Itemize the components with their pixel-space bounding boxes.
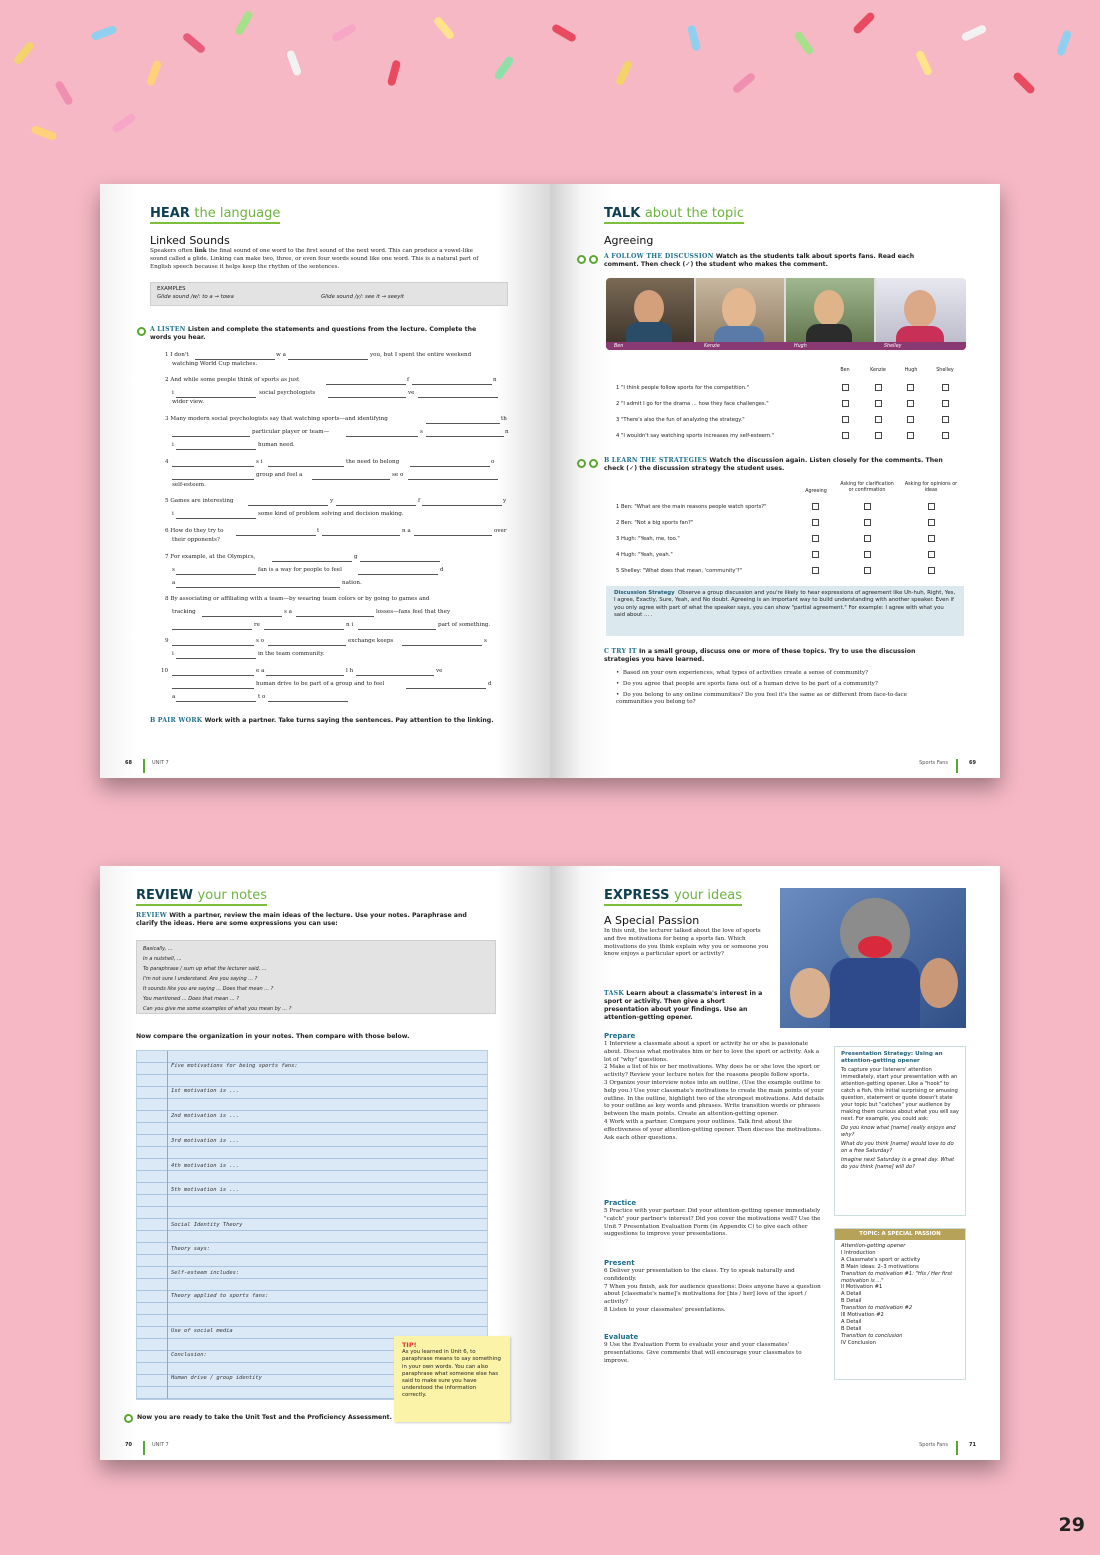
item-fragment: the need to belong (346, 459, 400, 465)
column-header: Asking for clarification or confirmation (840, 482, 894, 493)
checkbox[interactable] (942, 384, 949, 391)
checkbox[interactable] (842, 416, 849, 423)
present-heading: Present (604, 1259, 635, 1267)
expression: You mentioned ... Does that mean ... ? (143, 996, 239, 1002)
item-fragment: fan is a way for people to feel (258, 567, 342, 573)
checkbox[interactable] (907, 416, 914, 423)
section-subtitle: A Special Passion (604, 914, 700, 927)
note-line: 4th motivation is ... (171, 1163, 240, 1169)
checkbox[interactable] (875, 416, 882, 423)
audio-icon[interactable] (589, 255, 598, 264)
item-fragment: s a (284, 609, 292, 615)
item-fragment: s i (256, 459, 263, 465)
item-fragment: n (505, 429, 509, 435)
item-fragment: losses—fans feel that they (376, 609, 451, 615)
mascot-photo (780, 888, 966, 1028)
examples-box: EXAMPLES Glide sound /w/: to a → towa Glide sound /y/: see it → seeyit (150, 282, 508, 306)
item-fragment: t o (258, 694, 266, 700)
prepare-heading: Prepare (604, 1032, 636, 1040)
column-header: Agreeing (805, 489, 827, 494)
note-line: Theory applied to sports fans: (171, 1293, 269, 1299)
checkbox[interactable] (928, 567, 935, 574)
page-68 (100, 184, 550, 778)
item-fragment: human drive to be part of a group and to feel (256, 681, 385, 687)
compare-instructions: Now compare the organization in your notes. Then compare with those below. (136, 1033, 410, 1040)
item-fragment: d (440, 567, 444, 573)
checkbox[interactable] (928, 535, 935, 542)
exercise-a: A FOLLOW THE DISCUSSION Watch as the students talk about sports fans. Read each comment. Then check (✓) the student who makes the comment. (604, 253, 915, 268)
expression: Basically, ... (143, 946, 173, 952)
item-fragment: w a (276, 352, 286, 358)
item-fragment: watching World Cup matches. (172, 361, 258, 367)
tip-note: TIP! As you learned in Unit 6, to paraphrase means to say something in your own words. You can also paraphrase what someone else has said to make sure you have understood the information correctly. (394, 1336, 510, 1422)
checkbox[interactable] (842, 432, 849, 439)
item-fragment: exchange keeps (348, 638, 394, 644)
list-item: • Based on your own experiences, what types of activities create a sense of community? (616, 670, 869, 676)
list-item: 3 Organize your interview notes into an outline. (Use the example outline to help you.) Use your classmate's motivations to create the main points of your outline. In the outline, highlight two of the strongest motivations. Add details to your outline as key words and phrases. Write transition words or phrases between the main points. Create an attention-getting opener. (604, 1079, 824, 1118)
evaluate-heading: Evaluate (604, 1333, 639, 1341)
item-fragment: i (172, 390, 174, 396)
item-fragment: a (172, 580, 176, 586)
item-fragment: i (172, 442, 174, 448)
note-line: Self-esteem includes: (171, 1270, 240, 1276)
presentation-strategy-box: Presentation Strategy: Using an attention-getting opener To capture your listeners' attention immediately, start your presentation with an attention-getting opener. Like a "hook" to catch a fish, this initial surprising or amusing question, statement or quote doesn't state your topic but "catches" your audience by making them curious about what you will say next. For example, you could ask: Do you know what [name] really enjoys and why? What do you think [name] would love to do on a free Saturday? Imagine next Saturday is a great day. What do you think [name] will do? (834, 1046, 966, 1216)
item-fragment: human need. (258, 442, 295, 448)
list-item: 7 When you finish, ask for audience questions: Does anyone have a question about [classmate's name]'s motivations for [his / her] love of the sport / activity? (604, 1283, 821, 1306)
item-fragment: tracking (172, 609, 196, 615)
checkbox[interactable] (928, 503, 935, 510)
item-fragment: n a (402, 528, 411, 534)
prepare-steps (604, 1041, 826, 1142)
item-fragment: ve (436, 668, 443, 674)
participant-name: Hugh (794, 344, 807, 349)
slide-page-number: 29 (1058, 1514, 1085, 1536)
page-title: REVIEW your notes (136, 888, 267, 906)
list-item: 8 Listen to your classmates' presentations. (604, 1306, 726, 1313)
participant-name: Ben (614, 344, 624, 349)
page-title: TALK about the topic (604, 206, 744, 224)
note-line: Theory says: (171, 1246, 210, 1252)
present-steps (604, 1268, 826, 1315)
intro-paragraph: Speakers often link the final sound of one word to the first sound of the next word. This can produce a vowel-like sound called a glide. Linking can make two, three, or even four words sound like one word. This is a natural part of English speech because it helps keep the rhythm of the sentences. (150, 248, 479, 270)
checkbox[interactable] (842, 400, 849, 407)
checkbox[interactable] (875, 400, 882, 407)
discussion-strategy-box: Discussion Strategy Observe a group discussion and you're likely to hear expressions of agreement like Uh-huh, Right, Yes, I agree, Exactly, Sure, Yeah, and No doubt. Agreeing is an important way to build understanding with another speaker. Even if you only agree with part of what the speaker says, you can show "partial agreement." For example: I agree with what you said about ... . (606, 586, 964, 636)
participant-photo (696, 278, 784, 350)
checkbox[interactable] (812, 551, 819, 558)
item-fragment: se o (392, 472, 404, 478)
item-fragment: self-esteem. (172, 482, 206, 488)
video-participants (606, 278, 966, 350)
page-number: 70 (125, 1442, 132, 1448)
item-fragment: particular player or team— (252, 429, 330, 435)
checkbox[interactable] (928, 551, 935, 558)
item-5: 5 Games are interesting (165, 498, 234, 504)
item-fragment: wider view. (172, 399, 205, 405)
note-line: 5th motivation is ... (171, 1187, 240, 1193)
checkbox[interactable] (942, 400, 949, 407)
item-fragment: in the team community. (258, 651, 325, 657)
page-title: EXPRESS your ideas (604, 888, 742, 906)
item-4: 4 (165, 459, 169, 465)
intro-paragraph: In this unit, the lecturer talked about the love of sports and five motivations for being a sports fan. Which motivations do you think explain why you or someone you know enjoys a particular sport or activity? (604, 928, 769, 958)
item-fragment: f (407, 377, 410, 383)
item-3: 3 Many modern social psychologists say that watching sports—and identifying (165, 416, 388, 422)
item-fragment: re (254, 622, 260, 628)
participant-photo (876, 278, 966, 350)
item-fragment: s o (256, 638, 265, 644)
checkbox[interactable] (907, 432, 914, 439)
item-1: 1 I don't (165, 352, 189, 358)
expressions-box (136, 940, 496, 1014)
item-fragment: over (494, 528, 507, 534)
participant-photo (786, 278, 874, 350)
unit-label: UNIT 7 (152, 1442, 169, 1448)
item-9: 9 (165, 638, 169, 644)
checkbox[interactable] (928, 519, 935, 526)
item-fragment: you, but I spent the entire weekend (370, 352, 472, 358)
note-line: Five motivations for being sports fans: (171, 1063, 298, 1069)
checkbox[interactable] (812, 503, 819, 510)
video-icon[interactable] (577, 255, 586, 264)
page-number: 68 (125, 760, 132, 766)
page-71 (550, 866, 1000, 1460)
exercise-c: C TRY IT In a small group, discuss one or more of these topics. Try to use the discussion strategies you have learned. (604, 648, 916, 663)
participant-name: Kenzie (704, 344, 720, 349)
item-fragment: y (503, 498, 507, 504)
page-number: 71 (969, 1442, 976, 1448)
note-line: Human drive / group identity (171, 1375, 262, 1381)
checkbox[interactable] (812, 567, 819, 574)
list-item: 9 Use the Evaluation Form to evaluate your and your classmates' presentations. Give comments that will encourage your classmates to improve. (604, 1342, 802, 1364)
item-fragment: n i (346, 622, 354, 628)
checkbox[interactable] (864, 519, 871, 526)
item-fragment: some kind of problem solving and decision making. (258, 511, 404, 517)
page-number: 69 (969, 760, 976, 766)
topic-outline-box: TOPIC: A SPECIAL PASSION Attention-getting opener I Introduction A Classmate's sport or activity B Main ideas: 2–3 motivations Transition to motivation #1: "His / Her first motivation is ..." II Motivation #1 A Detail B Detail Transition to motivation #2 III Motivation #2 A Detail B Detail Transition to conclusion IV Conclusion (834, 1228, 966, 1380)
item-fragment: s (484, 638, 487, 644)
book-spread-top (100, 184, 1000, 778)
checkbox[interactable] (864, 567, 871, 574)
task-description: TASK Learn about a classmate's interest in a sport or activity. Then give a short presentation about your findings. Use an attention-getting opener. (604, 990, 763, 1021)
list-item: 4 Work with a partner. Compare your outlines. Talk first about the effectiveness of your attention-getting opener. Then discuss the motivations. Ask each other questions. (604, 1118, 822, 1141)
item-fragment: social psychologists (259, 390, 316, 396)
item-8: 8 By associating or affiliating with a team—by wearing team colors or by going to games and (165, 596, 430, 602)
note-line: 2nd motivation is ... (171, 1113, 240, 1119)
item-fragment: e a (256, 668, 265, 674)
participant-name: Shelley (884, 344, 902, 349)
check-icon (124, 1414, 133, 1423)
unit-label: UNIT 7 (152, 760, 169, 766)
item-10: 10 (161, 668, 169, 674)
note-line: 1st motivation is ... (171, 1088, 240, 1094)
column-header: Asking for opinions or ideas (904, 482, 958, 493)
review-instructions: REVIEW With a partner, review the main ideas of the lecture. Use your notes. Paraphrase and clarify the ideas. Here are some expressions you can use: (136, 912, 467, 927)
exercise-b: B PAIR WORK Work with a partner. Take turns saying the sentences. Pay attention to the linking. (150, 717, 494, 724)
item-fragment: l h (346, 668, 354, 674)
checkbox[interactable] (875, 432, 882, 439)
checkbox[interactable] (907, 400, 914, 407)
expression: To paraphrase / sum up what the lecturer said, ... (143, 966, 267, 972)
checkbox[interactable] (864, 551, 871, 558)
practice-heading: Practice (604, 1199, 637, 1207)
item-6: 6 How do they try to (165, 528, 224, 534)
item-fragment: o (491, 459, 495, 465)
item-fragment: nation. (342, 580, 362, 586)
note-line: Conclusion: (171, 1352, 207, 1358)
list-item: • Do you agree that people are sports fans out of a human drive to be part of a community? (616, 680, 878, 687)
column-header: Ben (840, 368, 850, 373)
list-item: 5 Practice with your partner. Did your attention-getting opener immediately "catch" your partner's interest? Did you cover the motivations well? Use the Unit 7 Presentation Evaluation Form (in Appendix C) to give each other suggestions to improve your presentations. (604, 1208, 821, 1238)
item-fragment: f (418, 498, 421, 504)
expression: I'm not sure I understand. Are you saying ... ? (143, 976, 258, 982)
column-header: Hugh (904, 368, 918, 373)
note-line: Use of social media (171, 1328, 233, 1334)
checkbox[interactable] (812, 519, 819, 526)
checkbox[interactable] (907, 384, 914, 391)
bullet-list (616, 670, 936, 707)
item-fragment: y (330, 498, 334, 504)
footer-label: Sports Fans (919, 1442, 948, 1448)
checkbox[interactable] (812, 535, 819, 542)
item-2: 2 And while some people think of sports as just (165, 377, 300, 383)
list-item: 1 Interview a classmate about a sport or activity he or she is passionate about. Discuss what motivates him or her to love the sport or activity. Ask a lot of "why" questions. (604, 1041, 820, 1063)
expression: Can you give me some examples of what you mean by ... ? (143, 1006, 292, 1012)
item-fragment: their opponents? (172, 537, 220, 543)
item-fragment: part of something. (438, 622, 491, 628)
item-fragment: a (172, 694, 176, 700)
exercise-a: A LISTEN Listen and complete the statements and questions from the lecture. Complete the words you hear. (150, 326, 477, 341)
page-title: HEAR the language (150, 206, 280, 224)
item-fragment: d (488, 681, 492, 687)
item-fragment: g (354, 554, 358, 560)
book-spread-bottom (100, 866, 1000, 1460)
checkbox[interactable] (942, 432, 949, 439)
item-fragment: n (493, 377, 497, 383)
page-70 (100, 866, 550, 1460)
section-subtitle: Linked Sounds (150, 234, 230, 247)
note-line: 3rd motivation is ... (171, 1138, 240, 1144)
list-item: • Do you belong to any online communities? Do you feel it's the same as or different from face-to-face communities you belong to? (616, 691, 907, 706)
list-item: 6 Deliver your presentation to the class. Try to speak naturally and confidently. (604, 1268, 795, 1282)
item-fragment: th (501, 416, 507, 422)
item-fragment: s (172, 567, 175, 573)
item-fragment: i (172, 651, 174, 657)
checkbox[interactable] (875, 384, 882, 391)
note-line: Social Identity Theory (171, 1222, 243, 1228)
item-fragment: ve (408, 390, 415, 396)
expression: It sounds like you are saying ... Does that mean ... ? (143, 986, 274, 992)
item-7: 7 For example, at the Olympics, (165, 554, 256, 560)
participant-photo (606, 278, 694, 350)
audio-icon[interactable] (137, 327, 146, 336)
item-fragment: i (172, 511, 174, 517)
list-item: 2 Make a list of his or her motivations. Why does he or she love the sport or activity? Review your lecture notes for the reasons people follow sports. (604, 1064, 820, 1079)
column-header: Kenzie (870, 368, 886, 373)
exercise-b: B LEARN THE STRATEGIES Watch the discussion again. Listen closely for the comments. Then check (✓) the discussion strategy the student uses. (604, 457, 943, 472)
checkbox[interactable] (842, 384, 849, 391)
column-header: Shelley (936, 368, 954, 373)
page-69: TALK about the topic Agreeing A FOLLOW THE DISCUSSION Watch as the students talk about sports fans. Read each comment. Then check (✓) the student who makes the comment. Ben Kenzie Hugh Shelley Ben Kenzie Hugh Shelley 1 "I think people follow sports for the competition." 2 "I admit I go for the drama ... how they face challenges." 3 "There's also the fun of analyzing the strategy." 4 "I wouldn't say watching sports increases my self-esteem." B LEARN THE STRATEGIES Watch the discussion again. Listen closely for the comments. Then check (✓) the discussion strategy the student uses. Agreeing Asking for clarification or confirmation Asking for opinions or ideas 1 Ben: "What are the main reasons people watch sports?" 2 Ben: "Not a big sports fan?" 3 Hugh: "Yeah, me, too." 4 Hugh: "Yeah, yeah." 5 Shelley: "What does that mean, 'community'?" Discussion Strategy Observe a group discussion and you're likely to hear expressions of agreement like Uh-huh, Right, Yes, I agree, Exactly, Sure, Yeah, and No doubt. Agreeing is an important way to build understanding with another speaker. Even if you only agree with part of what the speaker says, you can show "partial agreement." For example: I agree with what you said about ... . C TRY IT In a small group, discuss one or more of these topics. Try to use the discussion strategies you have learned. • Based on your own experiences, what types of activities create a sense of community? • Do you agree that people are sports fans out of a human drive to be part of a community? • Do you belong to any online communities? Do you feel it's the same as or different from face-to-face communities you belong to? Sports Fans 69 (550, 184, 1000, 778)
audio-icon[interactable] (589, 459, 598, 468)
item-fragment: s (420, 429, 423, 435)
section-subtitle: Agreeing (604, 234, 654, 247)
item-fragment: group and feel a (256, 472, 303, 478)
item-fragment: t (317, 528, 320, 534)
ready-note: Now you are ready to take the Unit Test and the Proficiency Assessment. (137, 1414, 392, 1421)
checkbox[interactable] (864, 535, 871, 542)
checkbox[interactable] (942, 416, 949, 423)
checkbox[interactable] (864, 503, 871, 510)
expression: In a nutshell, ... (143, 956, 182, 962)
video-icon[interactable] (577, 459, 586, 468)
footer-label: Sports Fans (919, 760, 948, 766)
